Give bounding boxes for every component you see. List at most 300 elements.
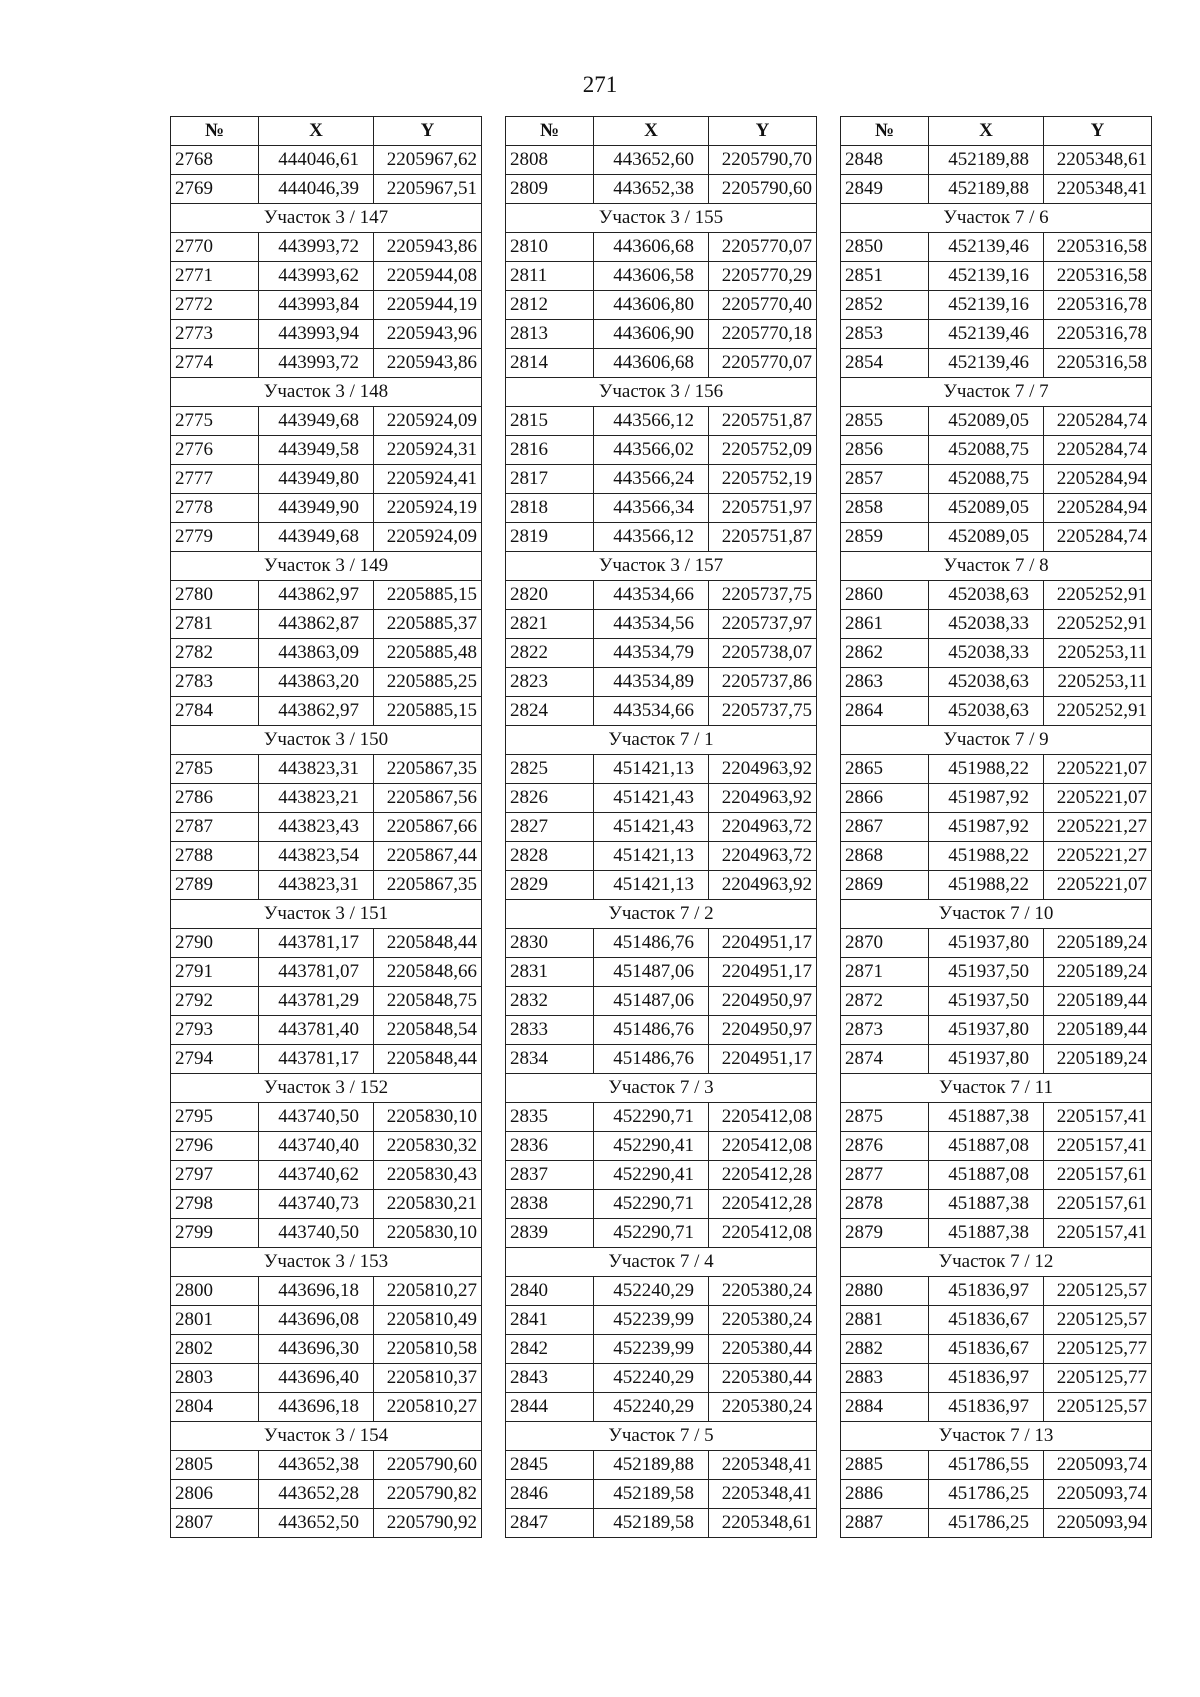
point-number: 2799 bbox=[171, 1219, 259, 1248]
x-coordinate: 443993,72 bbox=[259, 233, 374, 262]
point-number: 2840 bbox=[506, 1277, 594, 1306]
table-row bbox=[171, 349, 482, 378]
page-number: 271 bbox=[582, 72, 618, 97]
y-coordinate: 2205943,86 bbox=[374, 349, 482, 378]
table-row bbox=[841, 1103, 1152, 1132]
point-number: 2856 bbox=[841, 436, 929, 465]
y-coordinate: 2204950,97 bbox=[709, 987, 817, 1016]
table-row bbox=[171, 1393, 482, 1422]
table-row bbox=[506, 1103, 817, 1132]
x-coordinate: 452038,33 bbox=[929, 610, 1044, 639]
coordinate-table-3 bbox=[840, 116, 1152, 1538]
x-coordinate: 451836,97 bbox=[929, 1393, 1044, 1422]
point-number: 2812 bbox=[506, 291, 594, 320]
header-y: Y bbox=[1044, 117, 1152, 146]
x-coordinate: 443652,38 bbox=[594, 175, 709, 204]
y-coordinate: 2205380,24 bbox=[709, 1277, 817, 1306]
section-title: Участок 3 / 154 bbox=[171, 1422, 482, 1451]
y-coordinate: 2205189,24 bbox=[1044, 929, 1152, 958]
header-y: Y bbox=[374, 117, 482, 146]
x-coordinate: 452239,99 bbox=[594, 1306, 709, 1335]
x-coordinate: 443696,18 bbox=[259, 1277, 374, 1306]
table-row bbox=[506, 813, 817, 842]
point-number: 2850 bbox=[841, 233, 929, 262]
table-row bbox=[171, 784, 482, 813]
point-number: 2873 bbox=[841, 1016, 929, 1045]
y-coordinate: 2205790,60 bbox=[374, 1451, 482, 1480]
x-coordinate: 443993,84 bbox=[259, 291, 374, 320]
table-row bbox=[841, 784, 1152, 813]
point-number: 2845 bbox=[506, 1451, 594, 1480]
point-number: 2825 bbox=[506, 755, 594, 784]
point-number: 2802 bbox=[171, 1335, 259, 1364]
table-row bbox=[171, 175, 482, 204]
x-coordinate: 451786,25 bbox=[929, 1509, 1044, 1538]
section-row bbox=[171, 900, 482, 929]
y-coordinate: 2205189,24 bbox=[1044, 958, 1152, 987]
table-row bbox=[841, 1364, 1152, 1393]
y-coordinate: 2205770,29 bbox=[709, 262, 817, 291]
y-coordinate: 2204951,17 bbox=[709, 929, 817, 958]
y-coordinate: 2205810,27 bbox=[374, 1393, 482, 1422]
x-coordinate: 452189,88 bbox=[929, 146, 1044, 175]
point-number: 2792 bbox=[171, 987, 259, 1016]
x-coordinate: 451487,06 bbox=[594, 958, 709, 987]
point-number: 2823 bbox=[506, 668, 594, 697]
point-number: 2814 bbox=[506, 349, 594, 378]
y-coordinate: 2205944,19 bbox=[374, 291, 482, 320]
y-coordinate: 2205790,82 bbox=[374, 1480, 482, 1509]
y-coordinate: 2205924,41 bbox=[374, 465, 482, 494]
table-row bbox=[506, 929, 817, 958]
table-row bbox=[506, 407, 817, 436]
section-row bbox=[506, 900, 817, 929]
x-coordinate: 452038,63 bbox=[929, 668, 1044, 697]
table-row bbox=[171, 1451, 482, 1480]
x-coordinate: 443993,94 bbox=[259, 320, 374, 349]
table-row bbox=[841, 1306, 1152, 1335]
point-number: 2783 bbox=[171, 668, 259, 697]
section-row bbox=[841, 726, 1152, 755]
x-coordinate: 443534,66 bbox=[594, 697, 709, 726]
table-row bbox=[171, 639, 482, 668]
x-coordinate: 452290,71 bbox=[594, 1190, 709, 1219]
y-coordinate: 2205830,10 bbox=[374, 1103, 482, 1132]
x-coordinate: 452038,63 bbox=[929, 697, 1044, 726]
point-number: 2848 bbox=[841, 146, 929, 175]
y-coordinate: 2205790,92 bbox=[374, 1509, 482, 1538]
x-coordinate: 452139,16 bbox=[929, 291, 1044, 320]
y-coordinate: 2205380,44 bbox=[709, 1335, 817, 1364]
coordinate-table-1 bbox=[170, 116, 482, 1538]
table-row bbox=[171, 233, 482, 262]
header-x: X bbox=[929, 117, 1044, 146]
section-row bbox=[841, 900, 1152, 929]
y-coordinate: 2205380,44 bbox=[709, 1364, 817, 1393]
table-row bbox=[841, 1335, 1152, 1364]
point-number: 2830 bbox=[506, 929, 594, 958]
point-number: 2771 bbox=[171, 262, 259, 291]
table-row bbox=[841, 233, 1152, 262]
x-coordinate: 443862,97 bbox=[259, 581, 374, 610]
x-coordinate: 451421,43 bbox=[594, 813, 709, 842]
section-title: Участок 7 / 2 bbox=[506, 900, 817, 929]
table-row bbox=[841, 929, 1152, 958]
table-row bbox=[506, 958, 817, 987]
table-row bbox=[841, 349, 1152, 378]
x-coordinate: 452240,29 bbox=[594, 1393, 709, 1422]
y-coordinate: 2205830,43 bbox=[374, 1161, 482, 1190]
y-coordinate: 2205830,32 bbox=[374, 1132, 482, 1161]
y-coordinate: 2205867,56 bbox=[374, 784, 482, 813]
y-coordinate: 2205790,70 bbox=[709, 146, 817, 175]
x-coordinate: 451887,38 bbox=[929, 1190, 1044, 1219]
x-coordinate: 452189,58 bbox=[594, 1480, 709, 1509]
y-coordinate: 2205125,57 bbox=[1044, 1277, 1152, 1306]
section-row bbox=[171, 204, 482, 233]
x-coordinate: 451836,67 bbox=[929, 1335, 1044, 1364]
y-coordinate: 2205284,94 bbox=[1044, 465, 1152, 494]
table-row bbox=[506, 1393, 817, 1422]
x-coordinate: 443534,89 bbox=[594, 668, 709, 697]
y-coordinate: 2205885,37 bbox=[374, 610, 482, 639]
x-coordinate: 443781,07 bbox=[259, 958, 374, 987]
y-coordinate: 2205848,44 bbox=[374, 1045, 482, 1074]
point-number: 2818 bbox=[506, 494, 594, 523]
point-number: 2790 bbox=[171, 929, 259, 958]
table-row bbox=[841, 610, 1152, 639]
section-row bbox=[841, 552, 1152, 581]
point-number: 2829 bbox=[506, 871, 594, 900]
table-row bbox=[171, 320, 482, 349]
table-row bbox=[171, 929, 482, 958]
section-row bbox=[506, 726, 817, 755]
y-coordinate: 2205790,60 bbox=[709, 175, 817, 204]
y-coordinate: 2205830,21 bbox=[374, 1190, 482, 1219]
point-number: 2852 bbox=[841, 291, 929, 320]
point-number: 2844 bbox=[506, 1393, 594, 1422]
section-title: Участок 7 / 9 bbox=[841, 726, 1152, 755]
x-coordinate: 451836,97 bbox=[929, 1364, 1044, 1393]
y-coordinate: 2205412,28 bbox=[709, 1190, 817, 1219]
point-number: 2773 bbox=[171, 320, 259, 349]
point-number: 2839 bbox=[506, 1219, 594, 1248]
y-coordinate: 2205348,41 bbox=[1044, 175, 1152, 204]
y-coordinate: 2205157,41 bbox=[1044, 1103, 1152, 1132]
header-row bbox=[506, 117, 817, 146]
y-coordinate: 2205253,11 bbox=[1044, 639, 1152, 668]
point-number: 2775 bbox=[171, 407, 259, 436]
y-coordinate: 2205751,87 bbox=[709, 523, 817, 552]
table-row bbox=[841, 146, 1152, 175]
x-coordinate: 443696,18 bbox=[259, 1393, 374, 1422]
x-coordinate: 451937,80 bbox=[929, 1045, 1044, 1074]
point-number: 2770 bbox=[171, 233, 259, 262]
table-row bbox=[841, 1161, 1152, 1190]
section-row bbox=[171, 1074, 482, 1103]
point-number: 2813 bbox=[506, 320, 594, 349]
y-coordinate: 2205316,78 bbox=[1044, 291, 1152, 320]
x-coordinate: 452189,88 bbox=[594, 1451, 709, 1480]
y-coordinate: 2205810,37 bbox=[374, 1364, 482, 1393]
y-coordinate: 2205848,54 bbox=[374, 1016, 482, 1045]
point-number: 2821 bbox=[506, 610, 594, 639]
table-row bbox=[841, 871, 1152, 900]
table-row bbox=[841, 1480, 1152, 1509]
table-row bbox=[506, 610, 817, 639]
y-coordinate: 2205924,09 bbox=[374, 523, 482, 552]
table-row bbox=[506, 1364, 817, 1393]
x-coordinate: 443740,40 bbox=[259, 1132, 374, 1161]
header-number: № bbox=[506, 117, 594, 146]
table-row bbox=[841, 1045, 1152, 1074]
section-row bbox=[841, 378, 1152, 407]
table-row bbox=[171, 436, 482, 465]
y-coordinate: 2205412,28 bbox=[709, 1161, 817, 1190]
y-coordinate: 2205125,77 bbox=[1044, 1335, 1152, 1364]
point-number: 2826 bbox=[506, 784, 594, 813]
y-coordinate: 2205885,48 bbox=[374, 639, 482, 668]
y-coordinate: 2205189,44 bbox=[1044, 1016, 1152, 1045]
y-coordinate: 2205189,44 bbox=[1044, 987, 1152, 1016]
point-number: 2868 bbox=[841, 842, 929, 871]
section-row bbox=[506, 552, 817, 581]
table-row bbox=[171, 1306, 482, 1335]
x-coordinate: 443566,24 bbox=[594, 465, 709, 494]
y-coordinate: 2205284,74 bbox=[1044, 523, 1152, 552]
table-row bbox=[506, 1045, 817, 1074]
table-row bbox=[506, 871, 817, 900]
section-title: Участок 3 / 149 bbox=[171, 552, 482, 581]
x-coordinate: 443652,60 bbox=[594, 146, 709, 175]
y-coordinate: 2204963,72 bbox=[709, 813, 817, 842]
x-coordinate: 443823,31 bbox=[259, 755, 374, 784]
y-coordinate: 2205752,09 bbox=[709, 436, 817, 465]
point-number: 2800 bbox=[171, 1277, 259, 1306]
x-coordinate: 451988,22 bbox=[929, 755, 1044, 784]
point-number: 2872 bbox=[841, 987, 929, 1016]
x-coordinate: 443696,40 bbox=[259, 1364, 374, 1393]
point-number: 2793 bbox=[171, 1016, 259, 1045]
y-coordinate: 2205316,58 bbox=[1044, 349, 1152, 378]
point-number: 2808 bbox=[506, 146, 594, 175]
x-coordinate: 443781,17 bbox=[259, 1045, 374, 1074]
x-coordinate: 443652,28 bbox=[259, 1480, 374, 1509]
table-row bbox=[841, 320, 1152, 349]
table-row bbox=[171, 987, 482, 1016]
y-coordinate: 2205252,91 bbox=[1044, 697, 1152, 726]
table-row bbox=[506, 697, 817, 726]
section-row bbox=[171, 1422, 482, 1451]
x-coordinate: 443740,50 bbox=[259, 1103, 374, 1132]
point-number: 2837 bbox=[506, 1161, 594, 1190]
point-number: 2807 bbox=[171, 1509, 259, 1538]
x-coordinate: 443740,73 bbox=[259, 1190, 374, 1219]
point-number: 2869 bbox=[841, 871, 929, 900]
x-coordinate: 443696,08 bbox=[259, 1306, 374, 1335]
table-row bbox=[841, 581, 1152, 610]
y-coordinate: 2205737,75 bbox=[709, 697, 817, 726]
y-coordinate: 2205221,07 bbox=[1044, 784, 1152, 813]
x-coordinate: 451887,38 bbox=[929, 1103, 1044, 1132]
x-coordinate: 452239,99 bbox=[594, 1335, 709, 1364]
x-coordinate: 452089,05 bbox=[929, 523, 1044, 552]
table-row bbox=[171, 407, 482, 436]
x-coordinate: 443823,31 bbox=[259, 871, 374, 900]
table-row bbox=[171, 1364, 482, 1393]
y-coordinate: 2205737,97 bbox=[709, 610, 817, 639]
y-coordinate: 2205093,74 bbox=[1044, 1480, 1152, 1509]
point-number: 2805 bbox=[171, 1451, 259, 1480]
table-row bbox=[841, 407, 1152, 436]
x-coordinate: 451486,76 bbox=[594, 929, 709, 958]
y-coordinate: 2205221,27 bbox=[1044, 842, 1152, 871]
x-coordinate: 443606,58 bbox=[594, 262, 709, 291]
y-coordinate: 2205738,07 bbox=[709, 639, 817, 668]
x-coordinate: 451421,13 bbox=[594, 871, 709, 900]
section-row bbox=[841, 1074, 1152, 1103]
y-coordinate: 2205221,07 bbox=[1044, 871, 1152, 900]
point-number: 2791 bbox=[171, 958, 259, 987]
x-coordinate: 443652,50 bbox=[259, 1509, 374, 1538]
section-title: Участок 7 / 13 bbox=[841, 1422, 1152, 1451]
x-coordinate: 451988,22 bbox=[929, 842, 1044, 871]
table-row bbox=[171, 871, 482, 900]
point-number: 2819 bbox=[506, 523, 594, 552]
x-coordinate: 443862,87 bbox=[259, 610, 374, 639]
point-number: 2822 bbox=[506, 639, 594, 668]
y-coordinate: 2205253,11 bbox=[1044, 668, 1152, 697]
y-coordinate: 2205924,19 bbox=[374, 494, 482, 523]
point-number: 2836 bbox=[506, 1132, 594, 1161]
point-number: 2880 bbox=[841, 1277, 929, 1306]
table-row bbox=[171, 1335, 482, 1364]
section-title: Участок 3 / 148 bbox=[171, 378, 482, 407]
x-coordinate: 451887,38 bbox=[929, 1219, 1044, 1248]
point-number: 2794 bbox=[171, 1045, 259, 1074]
point-number: 2809 bbox=[506, 175, 594, 204]
y-coordinate: 2205348,41 bbox=[709, 1480, 817, 1509]
y-coordinate: 2204963,92 bbox=[709, 784, 817, 813]
header-x: X bbox=[594, 117, 709, 146]
x-coordinate: 443863,20 bbox=[259, 668, 374, 697]
table-row bbox=[841, 1016, 1152, 1045]
y-coordinate: 2205751,87 bbox=[709, 407, 817, 436]
table-row bbox=[171, 1161, 482, 1190]
section-title: Участок 3 / 150 bbox=[171, 726, 482, 755]
y-coordinate: 2205770,07 bbox=[709, 233, 817, 262]
table-row bbox=[171, 1277, 482, 1306]
section-title: Участок 7 / 11 bbox=[841, 1074, 1152, 1103]
x-coordinate: 452038,33 bbox=[929, 639, 1044, 668]
point-number: 2882 bbox=[841, 1335, 929, 1364]
section-title: Участок 7 / 6 bbox=[841, 204, 1152, 233]
section-row bbox=[171, 1248, 482, 1277]
x-coordinate: 451987,92 bbox=[929, 784, 1044, 813]
x-coordinate: 444046,39 bbox=[259, 175, 374, 204]
x-coordinate: 443606,68 bbox=[594, 233, 709, 262]
y-coordinate: 2205944,08 bbox=[374, 262, 482, 291]
y-coordinate: 2205252,91 bbox=[1044, 610, 1152, 639]
header-x: X bbox=[259, 117, 374, 146]
x-coordinate: 452139,16 bbox=[929, 262, 1044, 291]
table-row bbox=[171, 523, 482, 552]
table-row bbox=[506, 1480, 817, 1509]
x-coordinate: 443566,12 bbox=[594, 407, 709, 436]
header-row bbox=[841, 117, 1152, 146]
x-coordinate: 443823,21 bbox=[259, 784, 374, 813]
y-coordinate: 2204963,72 bbox=[709, 842, 817, 871]
table-row bbox=[841, 1509, 1152, 1538]
point-number: 2772 bbox=[171, 291, 259, 320]
x-coordinate: 452189,88 bbox=[929, 175, 1044, 204]
y-coordinate: 2204963,92 bbox=[709, 871, 817, 900]
section-row bbox=[506, 1248, 817, 1277]
y-coordinate: 2205093,94 bbox=[1044, 1509, 1152, 1538]
point-number: 2885 bbox=[841, 1451, 929, 1480]
point-number: 2853 bbox=[841, 320, 929, 349]
x-coordinate: 451421,43 bbox=[594, 784, 709, 813]
point-number: 2858 bbox=[841, 494, 929, 523]
x-coordinate: 444046,61 bbox=[259, 146, 374, 175]
x-coordinate: 451887,08 bbox=[929, 1161, 1044, 1190]
point-number: 2782 bbox=[171, 639, 259, 668]
point-number: 2855 bbox=[841, 407, 929, 436]
point-number: 2861 bbox=[841, 610, 929, 639]
table-row bbox=[506, 146, 817, 175]
table-row bbox=[506, 175, 817, 204]
y-coordinate: 2205943,86 bbox=[374, 233, 482, 262]
section-row bbox=[506, 204, 817, 233]
coordinate-tables bbox=[170, 116, 1155, 1586]
x-coordinate: 452240,29 bbox=[594, 1277, 709, 1306]
x-coordinate: 443740,62 bbox=[259, 1161, 374, 1190]
y-coordinate: 2205885,15 bbox=[374, 581, 482, 610]
header-number: № bbox=[171, 117, 259, 146]
point-number: 2865 bbox=[841, 755, 929, 784]
table-row bbox=[506, 436, 817, 465]
y-coordinate: 2205830,10 bbox=[374, 1219, 482, 1248]
table-row bbox=[841, 755, 1152, 784]
point-number: 2879 bbox=[841, 1219, 929, 1248]
table-row bbox=[171, 668, 482, 697]
x-coordinate: 443949,90 bbox=[259, 494, 374, 523]
point-number: 2828 bbox=[506, 842, 594, 871]
table-row bbox=[171, 1509, 482, 1538]
header-y: Y bbox=[709, 117, 817, 146]
y-coordinate: 2205810,27 bbox=[374, 1277, 482, 1306]
x-coordinate: 443862,97 bbox=[259, 697, 374, 726]
table-row bbox=[841, 1190, 1152, 1219]
point-number: 2780 bbox=[171, 581, 259, 610]
point-number: 2786 bbox=[171, 784, 259, 813]
y-coordinate: 2205284,94 bbox=[1044, 494, 1152, 523]
x-coordinate: 451421,13 bbox=[594, 755, 709, 784]
point-number: 2860 bbox=[841, 581, 929, 610]
x-coordinate: 443823,54 bbox=[259, 842, 374, 871]
y-coordinate: 2205924,31 bbox=[374, 436, 482, 465]
y-coordinate: 2205867,35 bbox=[374, 755, 482, 784]
y-coordinate: 2205770,07 bbox=[709, 349, 817, 378]
table-row bbox=[171, 1016, 482, 1045]
table-row bbox=[506, 784, 817, 813]
x-coordinate: 443606,80 bbox=[594, 291, 709, 320]
point-number: 2841 bbox=[506, 1306, 594, 1335]
header-row bbox=[171, 117, 482, 146]
point-number: 2768 bbox=[171, 146, 259, 175]
y-coordinate: 2205770,40 bbox=[709, 291, 817, 320]
x-coordinate: 443781,29 bbox=[259, 987, 374, 1016]
